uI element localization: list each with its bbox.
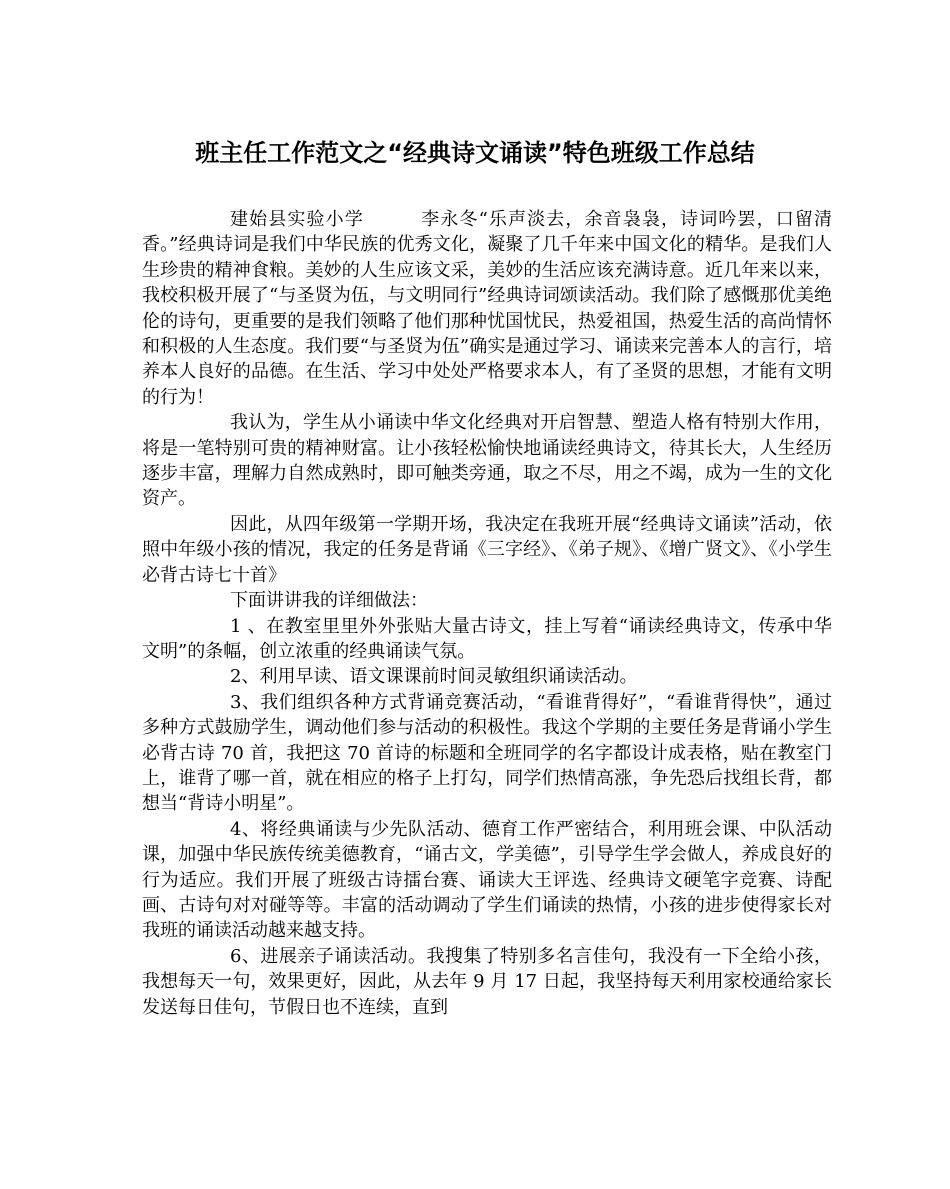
paragraph-method-heading: 下面讲讲我的详细做法： xyxy=(230,590,428,612)
document-title: 班主任工作范文之“经典诗文诵读”特色班级工作总结 xyxy=(195,139,755,167)
paragraph-opinion: 我认为，学生从小诵读中华文化经典对开启智慧、塑造人格有特别大作用，将是一笔特别可贵的精神财富。让小孩轻松愉快地诵读经典诗文，待其长大，人生经历逐步丰富，理解力自然成熟时，即可触类旁通，取之不尽，用之不竭，成为一生的文化资产。 xyxy=(142,412,832,510)
paragraph-plan: 因此，从四年级第一学期开场，我决定在我班开展“经典诗文诵读”活动，依照中年级小孩的情况，我定的任务是背诵《三字经》、《弟子规》、《增广贤文》、《小学生必背古诗七十首》 xyxy=(142,513,832,586)
paragraph-method-1: 1 、在教室里里外外张贴大量古诗文，挂上写着“诵读经典诗文，传承中华文明”的条幅，创立浓重的经典诵读气氛。 xyxy=(142,615,832,662)
paragraph-intro: 建始县实验小学 李永冬“乐声淡去，余音袅袅，诗词吟罢，口留清香。”经典诗词是我们中华民族的优秀文化，凝聚了几千年来中国文化的精华。是我们人生珍贵的精神食粮。美妙的人生应该文采，美妙的生活应该充满诗意。近几年来以来，我校积极开展了“与圣贤为伍，与文明同行”经典诗词颂读活动。我们除了感慨那优美绝伦的诗句，更重要的是我们领略了他们那种忧国忧民，热爱祖国，热爱生活的高尚情怀和积极的人生态度。我们要“与圣贤为伍”确实是通过学习、诵读来完善本人的言行，培养本人良好的品德。在生活、学习中处处严格要求本人，有了圣贤的思想，才能有文明的行为！ xyxy=(142,209,832,408)
paragraph-method-3: 3、我们组织各种方式背诵竞赛活动，“看谁背得好”，“看谁背得快”，通过多种方式鼓励学生，调动他们参与活动的积极性。我这个学期的主要任务是背诵小学生必背古诗 70 首，我把这 70 首诗的标题和全班同学的名字都设计成表格，贴在教室门上，谁背了哪一首，就在相应的格子上打勾，同学们热情高涨，争先恐后找组长背，都想当“背诗小明星”。 xyxy=(142,691,832,815)
paragraph-method-6: 6、进展亲子诵读活动。我搜集了特别多名言佳句，我没有一下全给小孩，我想每天一句，效果更好，因此，从去年 9 月 17 日起，我坚持每天利用家校通给家长发送每日佳句，节假日也不连续，直到 xyxy=(142,945,832,1018)
paragraph-method-2: 2、利用早读、语文课课前时间灵敏组织诵读活动。 xyxy=(230,666,638,688)
paragraph-method-4: 4、将经典诵读与少先队活动、德育工作严密结合，利用班会课、中队活动课，加强中华民族传统美德教育，“诵古文，学美德”，引导学生学会做人，养成良好的行为适应。我们开展了班级古诗擂台赛、诵读大王评选、经典诗文硬笔字竞赛、诗配画、古诗句对对碰等等。丰富的活动调动了学生们诵读的热情，小孩的进步使得家长对我班的诵读活动越来越支持。 xyxy=(142,818,832,942)
document-body xyxy=(142,207,832,1020)
